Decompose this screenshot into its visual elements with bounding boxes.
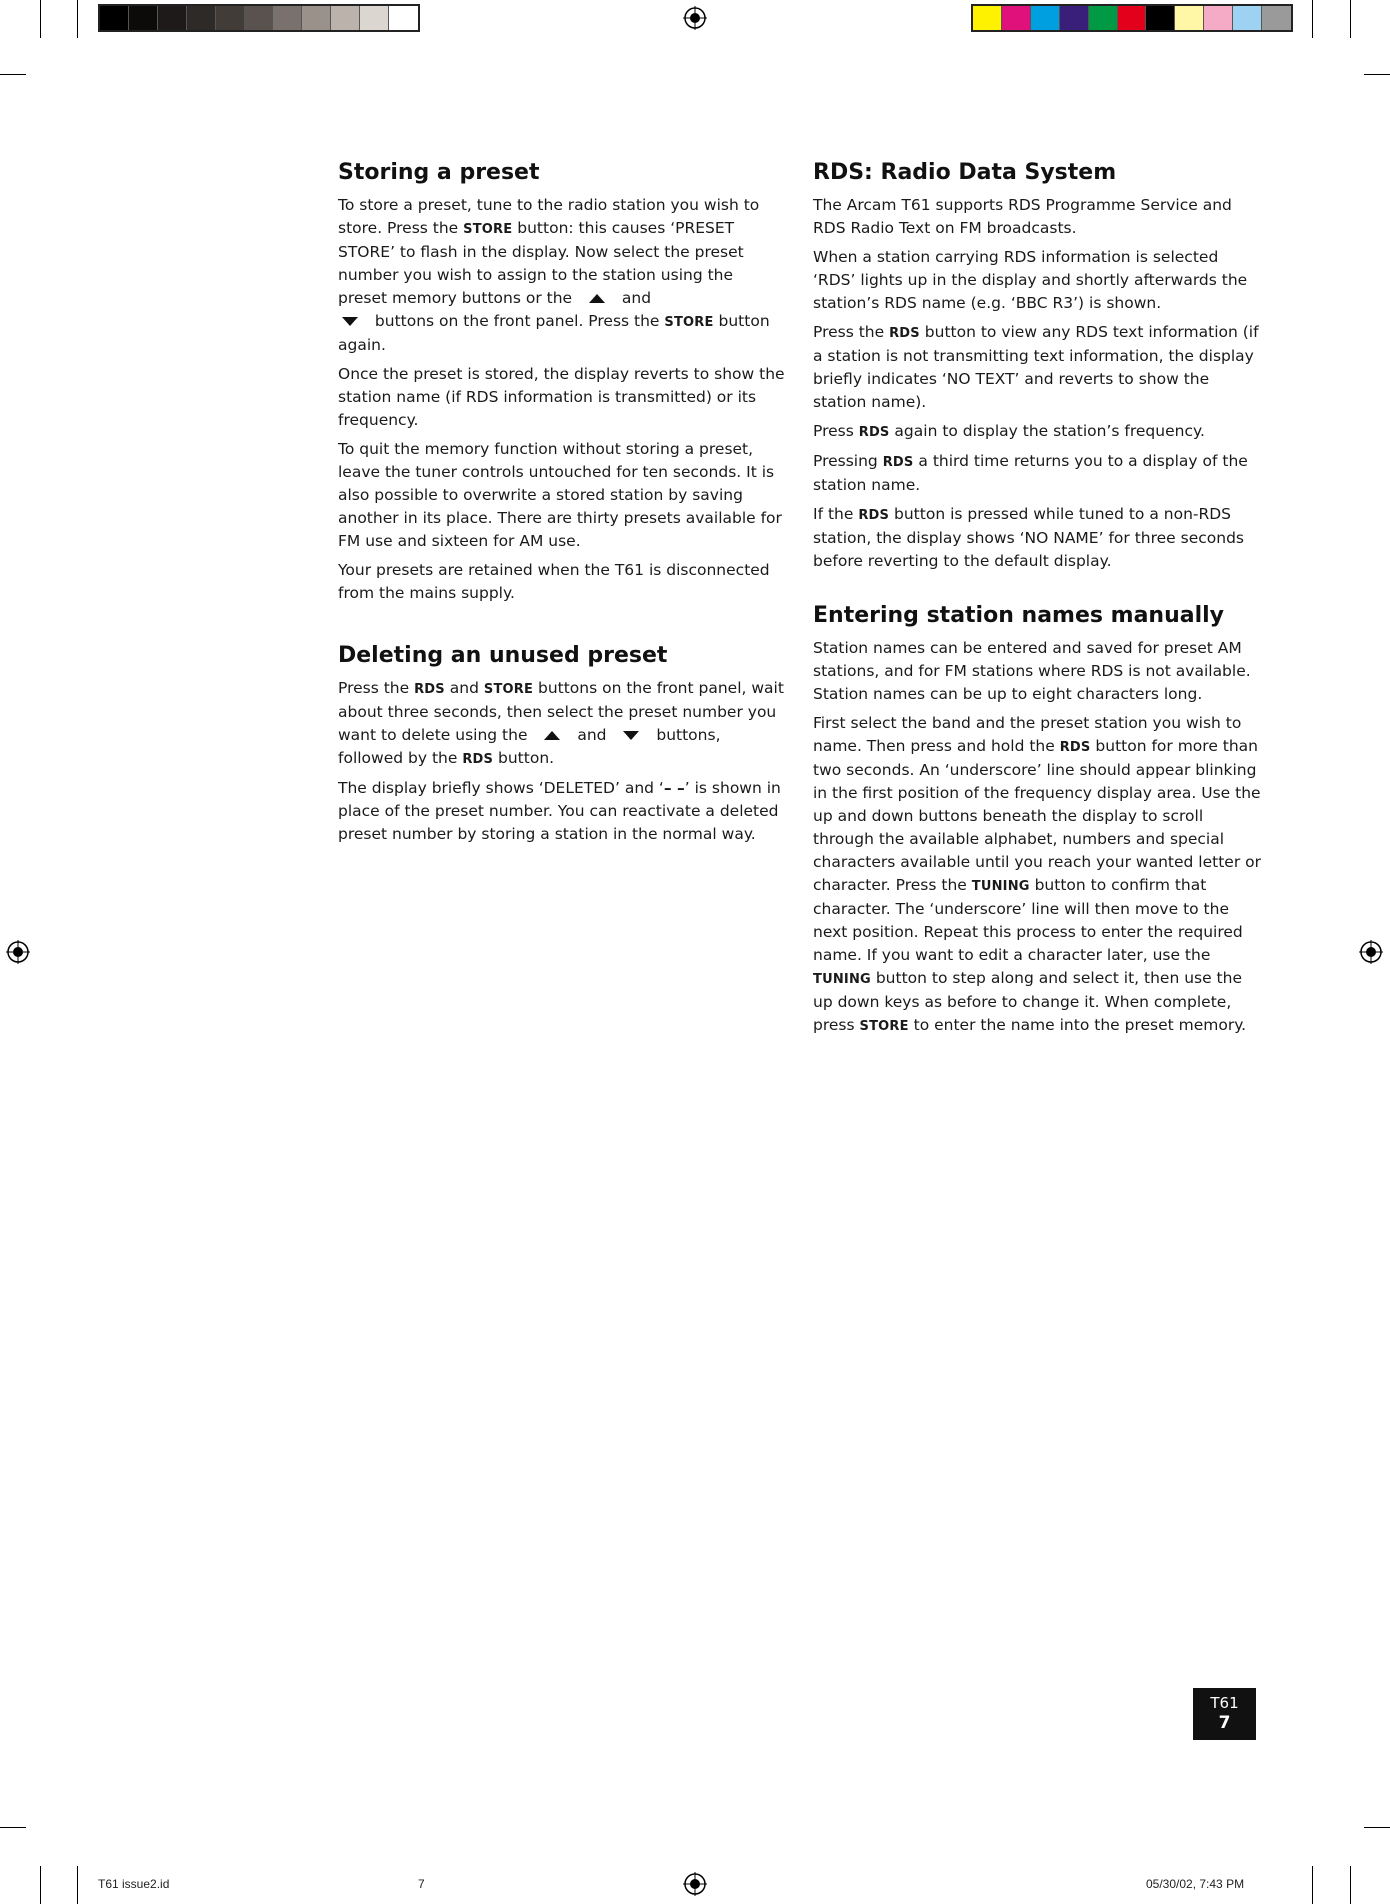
registration-mark-icon xyxy=(6,940,30,964)
rds-paragraph-6: If the RDS button is pressed while tuned to a non-RDS station, the display shows ‘NO NAME’ for three seconds before reverting to the default display. xyxy=(813,505,1244,570)
section-title-deleting-preset: Deleting an unused preset xyxy=(338,643,668,668)
color-swatch xyxy=(129,6,158,30)
color-swatch xyxy=(973,6,1002,30)
storing-paragraph-4: Your presets are retained when the T61 is disconnected from the mains supply. xyxy=(338,561,770,602)
badge-page-number: 7 xyxy=(1218,1713,1231,1733)
crop-mark xyxy=(0,74,26,75)
section-title-rds: RDS: Radio Data System xyxy=(813,160,1117,185)
entering-paragraph-2: First select the band and the preset station you wish to name. Then press and hold the RDS button for more than two seconds. An ‘underscore’ line should appear blinking in the first position of the frequency display area. Use the up and down buttons beneath the display to scroll through the available alphabet, numbers and special characters available until you reach your wanted letter or character. Press the TUNING button to confirm that character. The ‘underscore’ line will then move to the next position. Repeat this process to enter the required name. If you want to edit a character later, use the TUNING button to step along and select it, then use the up down keys as before to change it. When complete, press STORE to enter the name into the preset memory. xyxy=(813,714,1261,1034)
slug-date: 05/30/02, 7:43 PM xyxy=(1146,1877,1245,1891)
color-swatch xyxy=(273,6,302,30)
color-swatch xyxy=(1118,6,1147,30)
color-swatch xyxy=(216,6,245,30)
left-column xyxy=(338,158,786,852)
crop-mark xyxy=(40,0,41,38)
storing-paragraph-2: Once the preset is stored, the display reverts to show the station name (if RDS information is transmitted) or its frequency. xyxy=(338,365,785,429)
color-swatch xyxy=(100,6,129,30)
down-arrow-icon xyxy=(342,317,358,326)
crop-mark xyxy=(1350,1866,1351,1904)
crop-mark xyxy=(1312,1866,1313,1904)
up-arrow-icon xyxy=(589,294,605,303)
color-swatch xyxy=(1204,6,1233,30)
section-title-entering-names: Entering station names manually xyxy=(813,603,1225,628)
slug-filename: T61 issue2.id xyxy=(98,1877,170,1891)
color-swatch xyxy=(302,6,331,30)
crop-mark xyxy=(1364,74,1390,75)
color-swatch xyxy=(360,6,389,30)
registration-mark-icon xyxy=(683,1872,707,1896)
color-swatch xyxy=(1262,6,1291,30)
crop-mark xyxy=(1364,1827,1390,1828)
registration-mark-icon xyxy=(1359,940,1383,964)
color-swatch xyxy=(1060,6,1089,30)
color-swatch xyxy=(1175,6,1204,30)
right-column xyxy=(813,158,1261,1044)
process-color-bar xyxy=(971,4,1293,32)
page-number-badge xyxy=(1193,1688,1256,1740)
section-title-storing-preset: Storing a preset xyxy=(338,160,540,185)
color-swatch xyxy=(389,6,418,30)
entering-paragraph-1: Station names can be entered and saved for preset AM stations, and for FM stations where RDS is not available. Station names can be up to eight characters long. xyxy=(813,639,1251,703)
rds-paragraph-1: The Arcam T61 supports RDS Programme Service and RDS Radio Text on FM broadcasts. xyxy=(813,196,1232,237)
crop-mark xyxy=(77,1866,78,1904)
grayscale-color-bar xyxy=(98,4,420,32)
color-swatch xyxy=(245,6,274,30)
color-swatch xyxy=(1089,6,1118,30)
badge-model: T61 xyxy=(1210,1694,1239,1712)
deleting-paragraph-1: Press the RDS and STORE buttons on the front panel, wait about three seconds, then select the preset number you want to delete using the and buttons, followed by the RDS button. xyxy=(338,679,784,767)
color-swatch xyxy=(158,6,187,30)
rds-paragraph-4: Press RDS again to display the station’s frequency. xyxy=(813,422,1205,440)
down-arrow-icon xyxy=(623,731,639,740)
storing-paragraph-1: To store a preset, tune to the radio station you wish to store. Press the STORE button: this causes ‘PRESET STORE’ to flash in the display. Now select the preset number you wish to assign to the station using the preset memory buttons or the and buttons on the front panel. Press the STORE button again. xyxy=(338,196,770,354)
deleting-paragraph-2: The display briefly shows ‘DELETED’ and ‘– –’ is shown in place of the preset number. You can reactivate a deleted preset number by storing a station in the normal way. xyxy=(338,779,781,843)
slug-page: 7 xyxy=(418,1877,425,1891)
rds-paragraph-5: Pressing RDS a third time returns you to a display of the station name. xyxy=(813,452,1248,494)
color-swatch xyxy=(331,6,360,30)
crop-mark xyxy=(40,1866,41,1904)
rds-paragraph-3: Press the RDS button to view any RDS text information (if a station is not transmitting text information, the display briefly indicates ‘NO TEXT’ and reverts to show the station name). xyxy=(813,323,1259,411)
rds-paragraph-2: When a station carrying RDS information is selected ‘RDS’ lights up in the display and shortly afterwards the station’s RDS name (e.g. ‘BBC R3’) is shown. xyxy=(813,248,1248,312)
color-swatch xyxy=(1031,6,1060,30)
registration-mark-icon xyxy=(683,6,707,30)
crop-mark xyxy=(0,1827,26,1828)
color-swatch xyxy=(1233,6,1262,30)
crop-mark xyxy=(1350,0,1351,38)
color-swatch xyxy=(1002,6,1031,30)
storing-paragraph-3: To quit the memory function without storing a preset, leave the tuner controls untouched for ten seconds. It is also possible to overwrite a stored station by saving another in its place. There are thirty presets available for FM use and sixteen for AM use. xyxy=(338,440,782,550)
crop-mark xyxy=(1312,0,1313,38)
crop-mark xyxy=(77,0,78,38)
up-arrow-icon xyxy=(544,731,560,740)
color-swatch xyxy=(1146,6,1175,30)
color-swatch xyxy=(187,6,216,30)
